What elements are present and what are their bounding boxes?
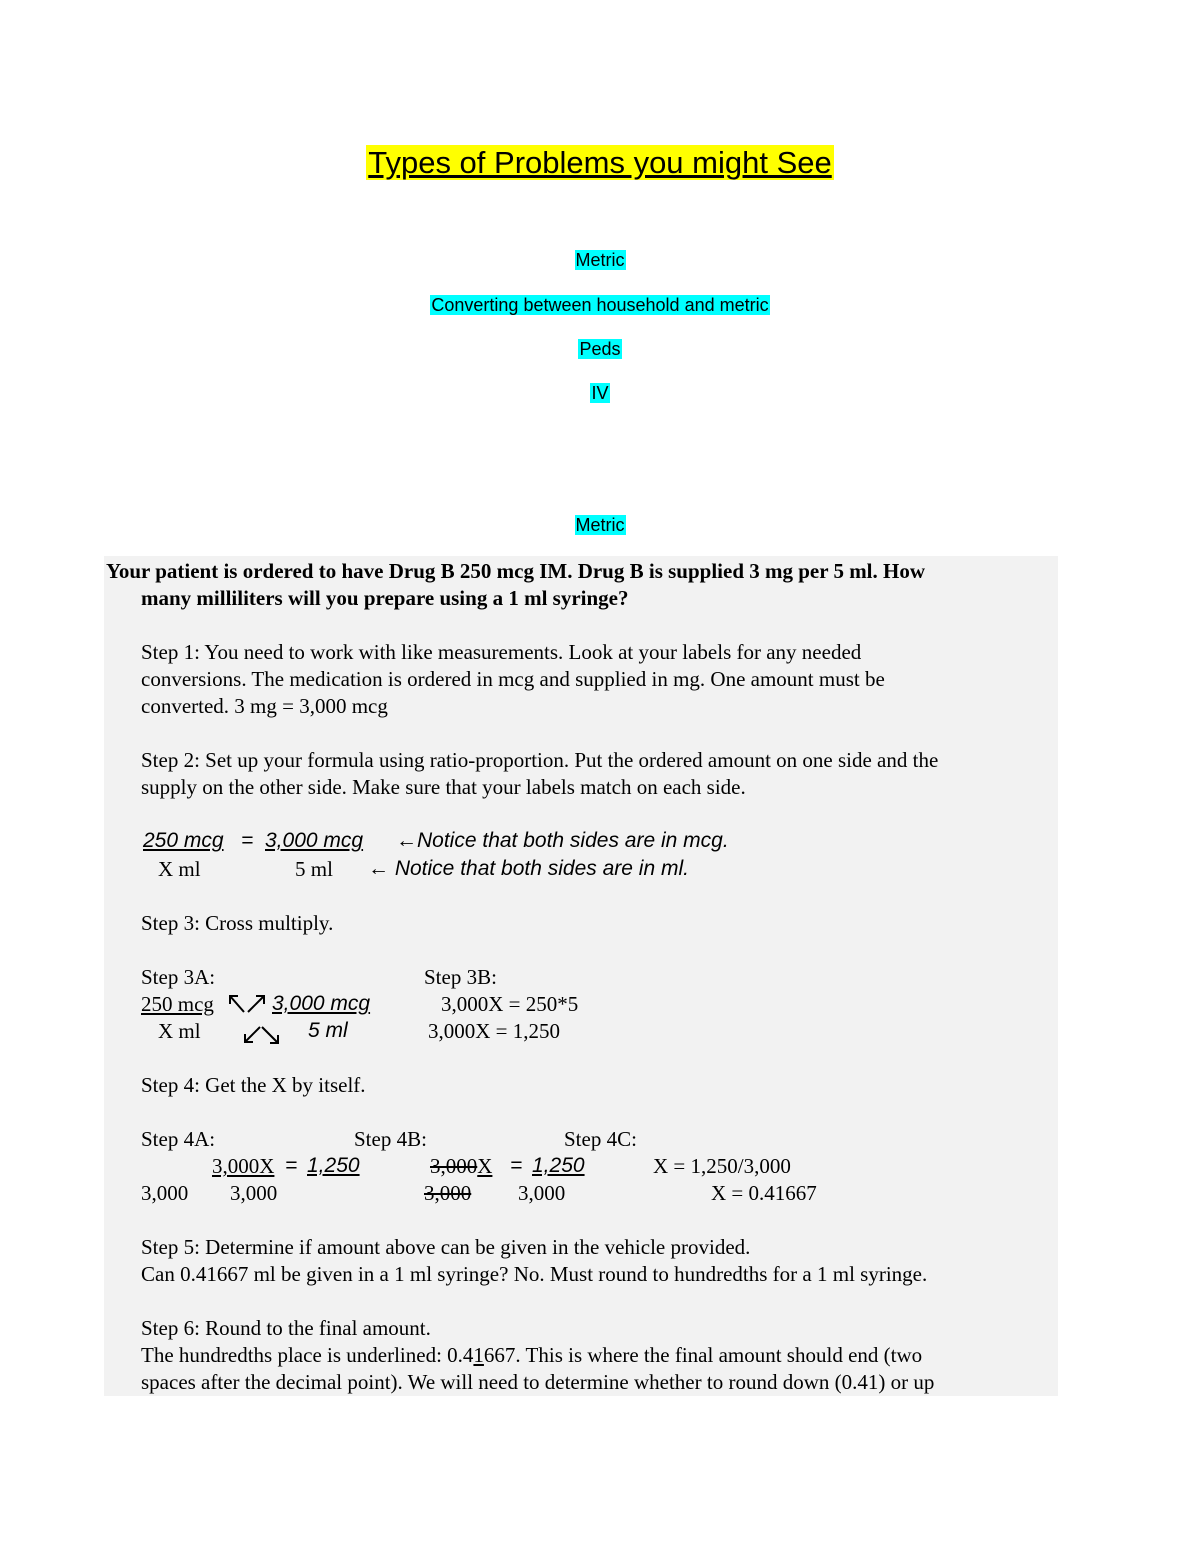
step4a-right-denominator: 3,000 (230, 1181, 278, 1205)
question-line-2: many milliliters will you prepare using a 1 ml syringe? (141, 586, 629, 610)
section-heading (0, 515, 1200, 536)
step2-equals: = (241, 829, 254, 852)
step2-left-numerator: 250 mcg (143, 829, 224, 852)
step6-line-2-start: The hundredths place is underlined: 0.4 (141, 1343, 474, 1367)
step4b-equals: = (510, 1154, 523, 1177)
step4c-label: Step 4C: (564, 1127, 637, 1151)
step4c-line-1: X = 1,250/3,000 (653, 1154, 791, 1178)
step4-text: Step 4: Get the X by itself. (141, 1073, 366, 1097)
toc-label: Converting between household and metric (431, 295, 769, 315)
step2-line-2: supply on the other side. Make sure that your labels match on each side. (141, 775, 746, 799)
step4a-left-numerator: 3,000X (212, 1154, 275, 1178)
page-title (0, 145, 1200, 181)
step5-line-2: Can 0.41667 ml be given in a 1 ml syringe? No. Must round to hundredths for a 1 ml syringe. (141, 1262, 928, 1286)
toc-item-iv (0, 383, 1200, 404)
step3a-right-denominator: 5 ml (308, 1019, 348, 1042)
step4b-right-denominator: 3,000 (518, 1181, 566, 1205)
toc-label: IV (591, 383, 609, 403)
step3a-left-numerator: 250 mcg (141, 992, 214, 1016)
step6-line-2-end: 667. This is where the final amount should end (two (483, 1343, 923, 1367)
step4a-equals: = (285, 1154, 298, 1177)
step4b-cancelled-denominator: 3,000 (424, 1181, 472, 1205)
step2-line-1: Step 2: Set up your formula using ratio-proportion. Put the ordered amount on one side and the (141, 748, 939, 772)
step6-hundredths-digit: 1 (473, 1343, 484, 1367)
step3a-label: Step 3A: (141, 965, 216, 989)
step4c-line-2: X = 0.41667 (711, 1181, 817, 1205)
step6-line-3: spaces after the decimal point). We will need to determine whether to round down (0.41) or up (141, 1370, 935, 1394)
toc-label: Metric (575, 250, 625, 270)
step4b-right-numerator: 1,250 (532, 1154, 585, 1177)
step3a-right-numerator: 3,000 mcg (272, 992, 371, 1015)
step1-line-1: Step 1: You need to work with like measurements. Look at your labels for any needed (141, 640, 862, 664)
toc-item-metric (0, 250, 1200, 271)
step2-right-denominator: 5 ml (295, 857, 333, 881)
step4a-label: Step 4A: (141, 1127, 216, 1151)
toc-item-converting (0, 295, 1200, 316)
step2-left-denominator: X ml (158, 857, 201, 881)
step4a-right-numerator: 1,250 (307, 1154, 360, 1177)
step4b-cancelled-numerator: 3,000 (430, 1154, 478, 1178)
question-line-1: Your patient is ordered to have Drug B 250 mcg IM. Drug B is supplied 3 mg per 5 ml. How (106, 559, 926, 583)
cross-multiply-top-icon (226, 992, 270, 1018)
step2-note-ml: ← Notice that both sides are in ml. (368, 857, 689, 880)
step4b-x: X (477, 1154, 493, 1178)
step3b-line-1: 3,000X = 250*5 (441, 992, 579, 1016)
step6-line-1: Step 6: Round to the final amount. (141, 1316, 431, 1340)
page-title-text: Types of Problems you might See (368, 145, 832, 180)
toc-label: Peds (579, 339, 621, 359)
step3-text: Step 3: Cross multiply. (141, 911, 334, 935)
step5-line-1: Step 5: Determine if amount above can be given in the vehicle provided. (141, 1235, 751, 1259)
cross-multiply-bottom-icon (240, 1022, 284, 1048)
section-heading-text: Metric (575, 515, 625, 535)
step6-line-2 (141, 1343, 922, 1368)
step2-right-numerator: 3,000 mcg (265, 829, 364, 852)
step1-line-3: converted. 3 mg = 3,000 mcg (141, 694, 388, 718)
step3b-line-2: 3,000X = 1,250 (428, 1019, 561, 1043)
step1-line-2: conversions. The medication is ordered in mcg and supplied in mg. One amount must be (141, 667, 885, 691)
step2-note-mcg: ←Notice that both sides are in mcg. (396, 829, 729, 852)
step3b-label: Step 3B: (424, 965, 497, 989)
step3a-left-denominator: X ml (158, 1019, 201, 1043)
toc-item-peds (0, 339, 1200, 360)
step4b-numerator (430, 1154, 492, 1179)
step4b-label: Step 4B: (354, 1127, 427, 1151)
step4a-left-denominator: 3,000 (141, 1181, 189, 1205)
